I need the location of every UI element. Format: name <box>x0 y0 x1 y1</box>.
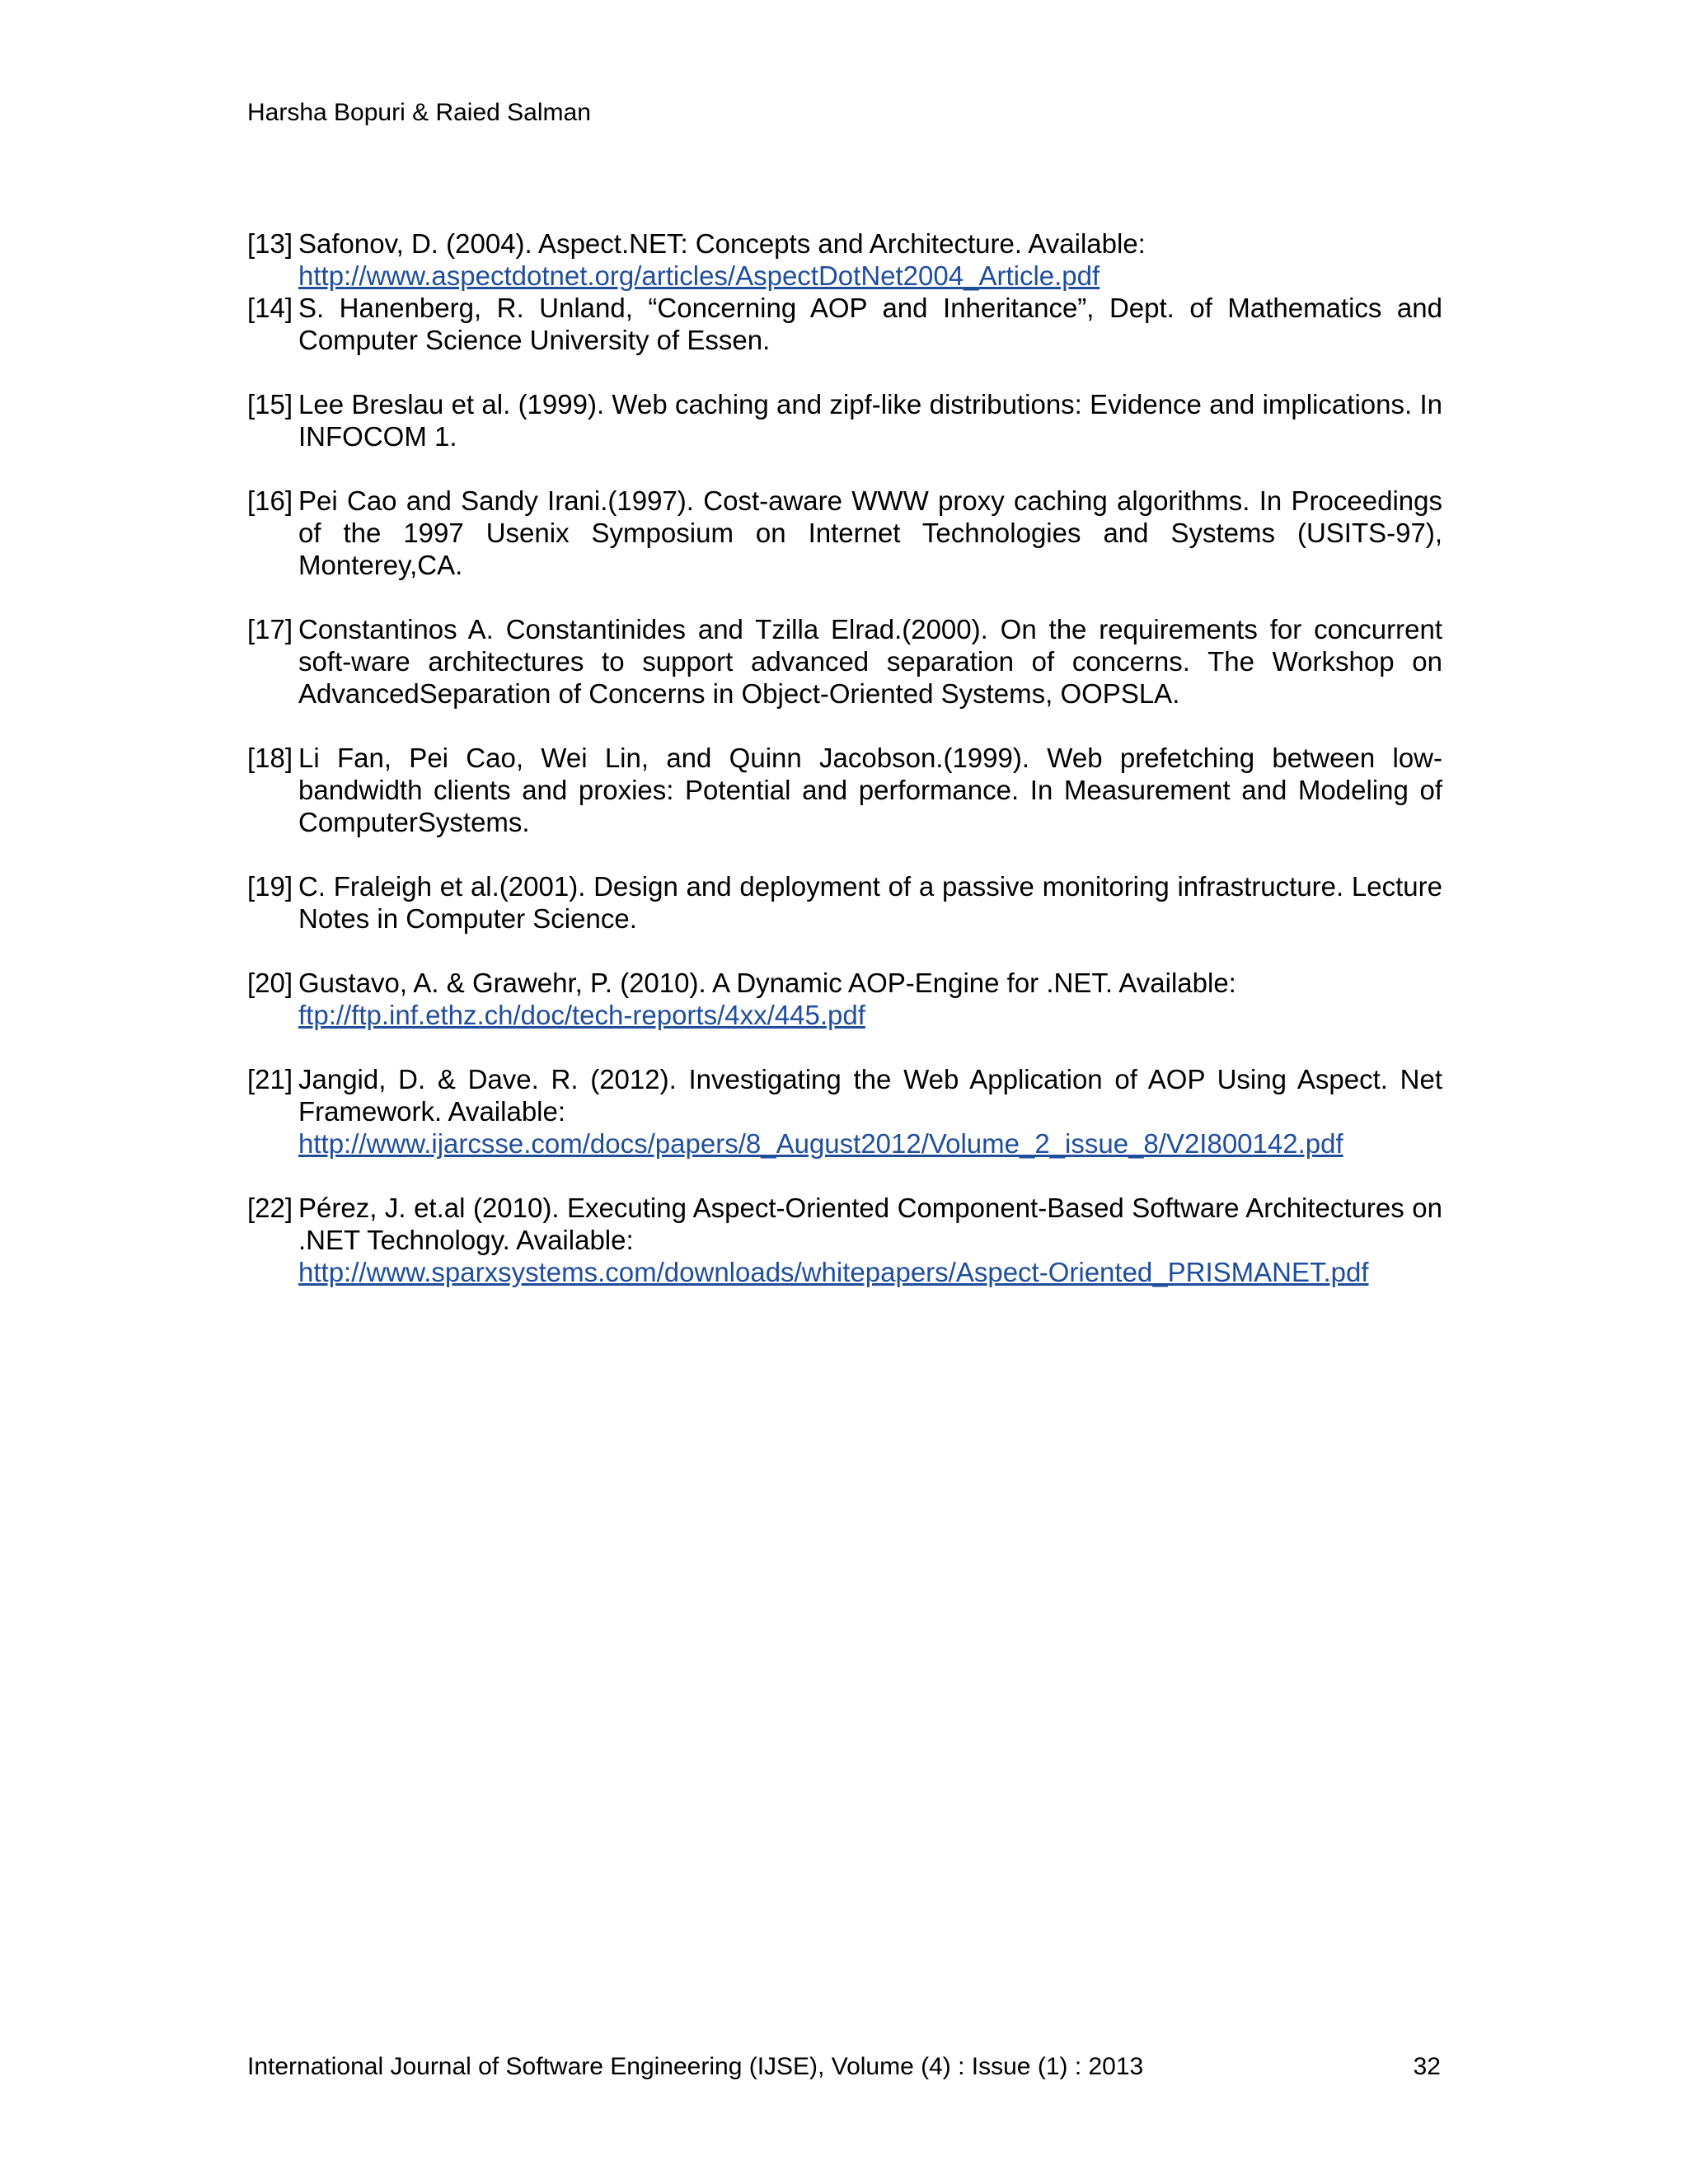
reference-text: Jangid, D. & Dave. R. (2012). Investigating the Web Application of AOP Using Aspect. Net Framework. Available: <box>298 1064 1442 1127</box>
reference-text: Pérez, J. et.al (2010). Executing Aspect-Oriented Component-Based Software Architectures on .NET Technology. Available: <box>298 1193 1442 1255</box>
reference-text: Safonov, D. (2004). Aspect.NET: Concepts and Architecture. Available: <box>298 228 1146 259</box>
reference-19 <box>247 870 1442 935</box>
reference-22 <box>247 1192 1442 1288</box>
reference-14 <box>247 292 1442 356</box>
reference-link[interactable]: http://www.ijarcsse.com/docs/papers/8_August2012/Volume_2_issue_8/V2I800142.pdf <box>298 1128 1343 1159</box>
reference-number: [13] <box>247 228 293 259</box>
reference-number: [18] <box>247 743 293 773</box>
reference-number: [17] <box>247 614 293 644</box>
reference-18 <box>247 742 1442 838</box>
reference-number: [19] <box>247 871 293 902</box>
reference-text: Li Fan, Pei Cao, Wei Lin, and Quinn Jacobson.(1999). Web prefetching between low-bandwidth clients and proxies: Potential and performance. In Measurement and Modeling of ComputerSystems. <box>298 743 1442 837</box>
reference-link[interactable]: http://www.sparxsystems.com/downloads/whitepapers/Aspect-Oriented_PRISMANET.pdf <box>298 1257 1369 1287</box>
reference-number: [21] <box>247 1064 293 1094</box>
running-header-authors: Harsha Bopuri & Raied Salman <box>247 99 591 126</box>
reference-text: Constantinos A. Constantinides and Tzilla Elrad.(2000). On the requirements for concurrent soft-ware architectures to support advanced separation of concerns. The Workshop on AdvancedSeparation of Concerns in Object-Oriented Systems, OOPSLA. <box>298 614 1442 709</box>
footer-journal: International Journal of Software Engineering (IJSE), Volume (4) : Issue (1) : 2013 <box>247 2053 1144 2080</box>
reference-link[interactable]: ftp://ftp.inf.ethz.ch/doc/tech-reports/4xx/445.pdf <box>298 1000 865 1030</box>
reference-number: [22] <box>247 1193 293 1223</box>
reference-link[interactable]: http://www.aspectdotnet.org/articles/AspectDotNet2004_Article.pdf <box>298 260 1100 291</box>
reference-number: [15] <box>247 389 293 419</box>
reference-number: [14] <box>247 293 293 323</box>
footer-page-number: 32 <box>1413 2053 1441 2080</box>
reference-text: C. Fraleigh et al.(2001). Design and deployment of a passive monitoring infrastructure. Lecture Notes in Computer Science. <box>298 871 1442 934</box>
reference-text: S. Hanenberg, R. Unland, “Concerning AOP and Inheritance”, Dept. of Mathematics and Computer Science University of Essen. <box>298 293 1442 355</box>
reference-text: Lee Breslau et al. (1999). Web caching and zipf-like distributions: Evidence and implications. In INFOCOM 1. <box>298 389 1442 452</box>
reference-16 <box>247 485 1442 581</box>
reference-number: [20] <box>247 968 293 998</box>
reference-number: [16] <box>247 485 293 516</box>
reference-text: Gustavo, A. & Grawehr, P. (2010). A Dynamic AOP-Engine for .NET. Available: <box>298 968 1236 998</box>
reference-list <box>247 227 1442 1288</box>
reference-text: Pei Cao and Sandy Irani.(1997). Cost-aware WWW proxy caching algorithms. In Proceedings of the 1997 Usenix Symposium on Internet Technologies and Systems (USITS-97), Monterey,CA. <box>298 485 1442 580</box>
reference-17 <box>247 613 1442 710</box>
reference-15 <box>247 388 1442 452</box>
reference-20 <box>247 967 1442 1031</box>
reference-21 <box>247 1063 1442 1160</box>
reference-13 <box>247 227 1442 292</box>
